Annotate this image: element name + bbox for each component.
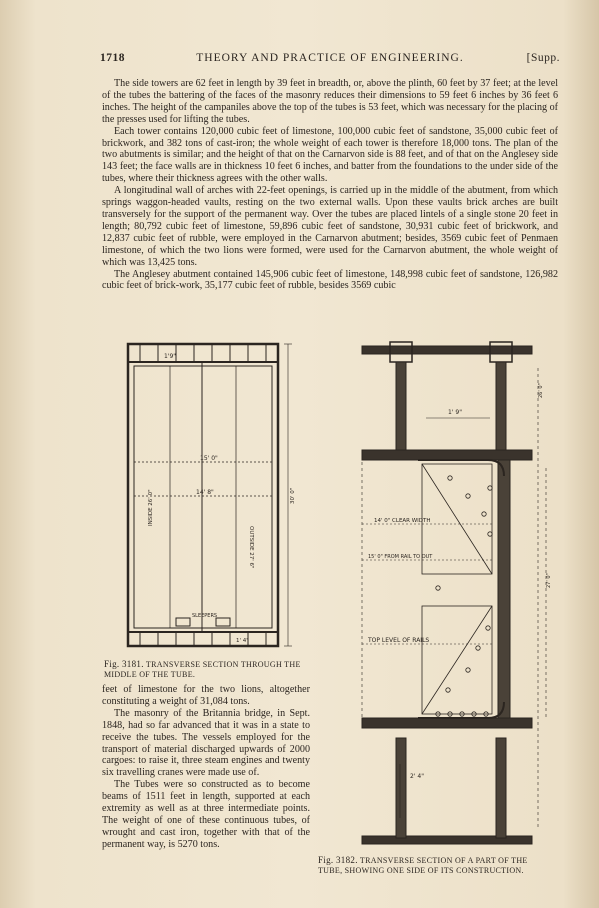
body-text bbox=[102, 78, 558, 292]
dim-label: 1'9" bbox=[164, 353, 177, 360]
section-mark: [Supp. bbox=[526, 52, 560, 64]
dim-label: 15' 0" FROM RAIL TO OUT bbox=[368, 554, 433, 560]
dim-label: TOP LEVEL OF RAILS bbox=[368, 637, 430, 644]
figure-number: Fig. 3181. bbox=[104, 659, 144, 669]
dim-label: OUTSIDE 27' 6" bbox=[248, 526, 254, 569]
figure-number: Fig. 3182. bbox=[318, 855, 358, 865]
figure-3182-drawing bbox=[338, 338, 554, 852]
paragraph: The Tubes were so constructed as to become beams of 1511 feet in length, supported at each extremity as well as at three intermediate points. The weight of one of these continuous tubes, of wrought and cast iron, together with that of the permanent way, is 5270 tons. bbox=[102, 779, 310, 850]
figure-3181-caption bbox=[104, 660, 314, 679]
paragraph: Each tower contains 120,000 cubic feet of limestone, 100,000 cubic feet of sandstone, 35,000 cubic feet of brickwork, and 382 tons of cast-iron; the whole weight of each tower is therefore 18,000 tons. The plan of the two abutments is similar; and the height of that on the Carnarvon side is 88 feet, and of that on the Anglesey side 143 feet; the face walls are in thickness 10 feet 6 inches, and batter from the foundations to the under side of the tubes, where their thickness agrees with the other walls. bbox=[102, 125, 558, 185]
dim-label: 2' 4" bbox=[410, 773, 424, 780]
dim-label: 30' 0" bbox=[290, 487, 296, 504]
paragraph: The masonry of the Britannia bridge, in Sept. 1848, had so far advanced that it was in a state to receive the tubes. The vessels employed for the transport of material discharged upwards of 2000 cargoes: to raise it, three steam engines and twenty six travelling cranes were made use of. bbox=[102, 707, 310, 779]
dim-label: 1' 4" bbox=[236, 638, 249, 644]
figure-caption-text: TRANSVERSE SECTION OF A PART OF THE TUBE, SHOWING ONE SIDE OF ITS CONSTRUCTION. bbox=[318, 856, 528, 875]
dim-label: 26' 0" bbox=[538, 383, 544, 398]
running-title: THEORY AND PRACTICE OF ENGINEERING. bbox=[196, 52, 464, 64]
dim-label: 15' 0" bbox=[200, 455, 218, 462]
page-number: 1718 bbox=[100, 52, 125, 64]
figure-3182-caption bbox=[318, 856, 554, 875]
paragraph: A longitudinal wall of arches with 22-feet openings, is carried up in the middle of the abutment, from which springs waggon-headed vaults, resting on the two external walls. Upon these vaults brick arches are built transversely for the support of the permanent way. Over the tubes are placed lintels of a single stone 20 feet in length; 80,792 cubic feet of limestone, 59,896 cubic feet of sandstone, 30,931 cubic feet of brickwork, and 12,837 cubic feet of rubble, were employed in the Carnarvon abutment; besides, 3569 cubic feet of Penmaen limestone, of which the two lions were formed, were used for the Carnarvon abutment, the whole weight of which was 13,425 tons. bbox=[102, 185, 558, 268]
figure-3181-drawing bbox=[120, 336, 300, 654]
figure-caption-text: TRANSVERSE SECTION THROUGH THE MIDDLE OF THE TUBE. bbox=[104, 660, 301, 679]
dim-label: 1' 9" bbox=[448, 409, 462, 416]
running-header bbox=[100, 52, 560, 68]
column-text bbox=[102, 684, 310, 851]
dim-label: SLEEPERS bbox=[192, 613, 218, 619]
paragraph: The Anglesey abutment contained 145,906 cubic feet of limestone, 148,998 cubic feet of sandstone, 126,982 cubic feet of brick-work, 35,177 cubic feet of rubble, besides 3569 cubic bbox=[102, 268, 558, 292]
dim-label: INSIDE 26' 0" bbox=[148, 489, 154, 526]
paragraph: The side towers are 62 feet in length by 39 feet in breadth, or, above the plinth, 60 feet by 37 feet; at the level of the tubes the battering of the faces of the masonry reduces their dimensions to 59 feet 6 inches by 36 feet 6 inches. The height of the campaniles above the top of the tubes is 53 feet, which was necessary for the placing of the presses used for lifting the tubes. bbox=[102, 78, 558, 125]
dim-label: 27' 0" bbox=[546, 573, 552, 588]
dim-label: 14' 0" CLEAR WIDTH bbox=[374, 518, 431, 524]
dim-label: 14' 8" bbox=[196, 489, 214, 496]
paragraph: feet of limestone for the two lions, altogether constituting a weight of 31,084 tons. bbox=[102, 684, 310, 707]
